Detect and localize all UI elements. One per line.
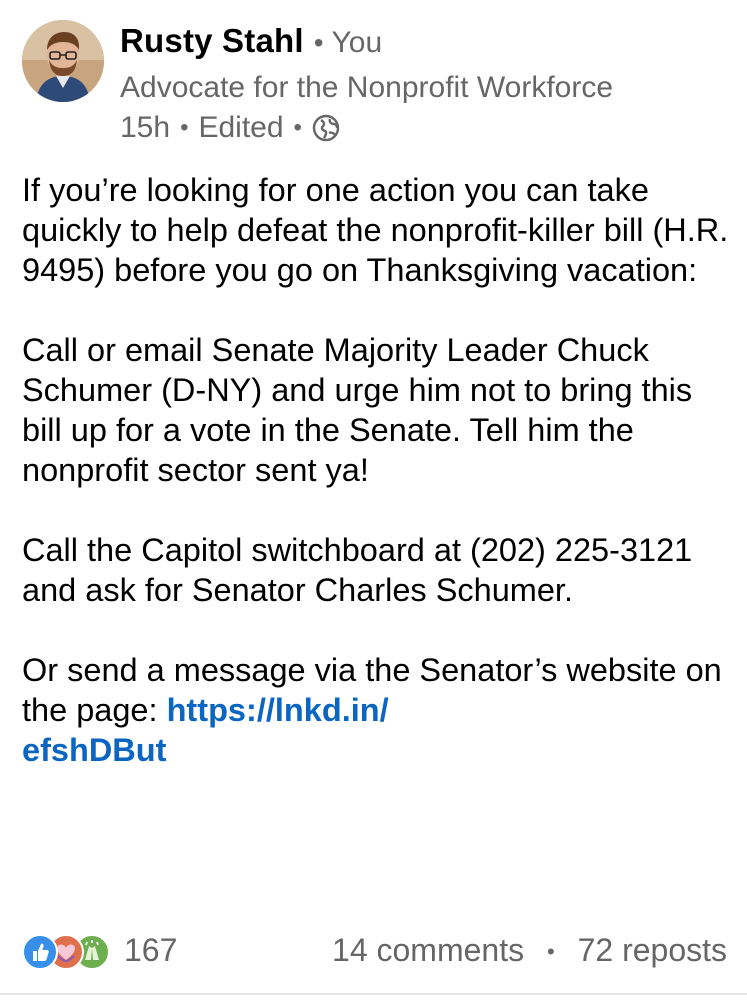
social-counts-bar bbox=[22, 926, 727, 974]
separator-dot: • bbox=[293, 114, 302, 141]
avatar-portrait-icon bbox=[22, 20, 104, 102]
comments-count[interactable]: 14 comments bbox=[332, 931, 525, 968]
separator-dot: • bbox=[180, 114, 189, 141]
author-meta bbox=[120, 22, 720, 148]
post-paragraph-with-link bbox=[22, 650, 734, 770]
engagement-stats bbox=[332, 932, 727, 969]
globe-icon bbox=[312, 114, 340, 142]
post-paragraph: Call the Capitol switchboard at (202) 225-3121 and ask for Senator Charles Schumer. bbox=[22, 532, 693, 608]
post-paragraph-text: Or send a message via the Senator’s website on the page: bbox=[22, 652, 722, 728]
edited-label: Edited bbox=[198, 111, 284, 144]
author-name[interactable]: Rusty Stahl bbox=[120, 22, 304, 59]
post-paragraph: Call or email Senate Majority Leader Chuck Schumer (D-NY) and urge him not to bring this bill up for a vote in the Senate. Tell him the nonprofit sector sent ya! bbox=[22, 332, 693, 488]
post-time: 15h bbox=[120, 111, 171, 144]
author-relation: You bbox=[331, 26, 383, 59]
reposts-count[interactable]: 72 reposts bbox=[577, 931, 727, 968]
reaction-icons[interactable] bbox=[22, 930, 122, 970]
separator-dot: • bbox=[546, 939, 555, 965]
divider bbox=[0, 993, 747, 995]
author-name-line bbox=[120, 22, 720, 68]
author-avatar[interactable] bbox=[22, 20, 104, 102]
post-link-part2[interactable]: efshDBut bbox=[22, 732, 167, 768]
separator-dot: • bbox=[313, 27, 324, 58]
author-headline: Advocate for the Nonprofit Workforce bbox=[120, 71, 614, 104]
reaction-count[interactable]: 167 bbox=[124, 931, 178, 968]
post-body bbox=[22, 170, 734, 770]
post-timestamp-line bbox=[120, 108, 720, 148]
post-link-part1[interactable]: https://lnkd.in/ bbox=[166, 692, 389, 728]
like-icon bbox=[22, 934, 58, 970]
post-paragraph: If you’re looking for one action you can take quickly to help defeat the nonprofit-killer bill (H.R. 9495) before you go on Thanksgiving vacation: bbox=[22, 172, 729, 288]
post-header bbox=[22, 20, 722, 150]
